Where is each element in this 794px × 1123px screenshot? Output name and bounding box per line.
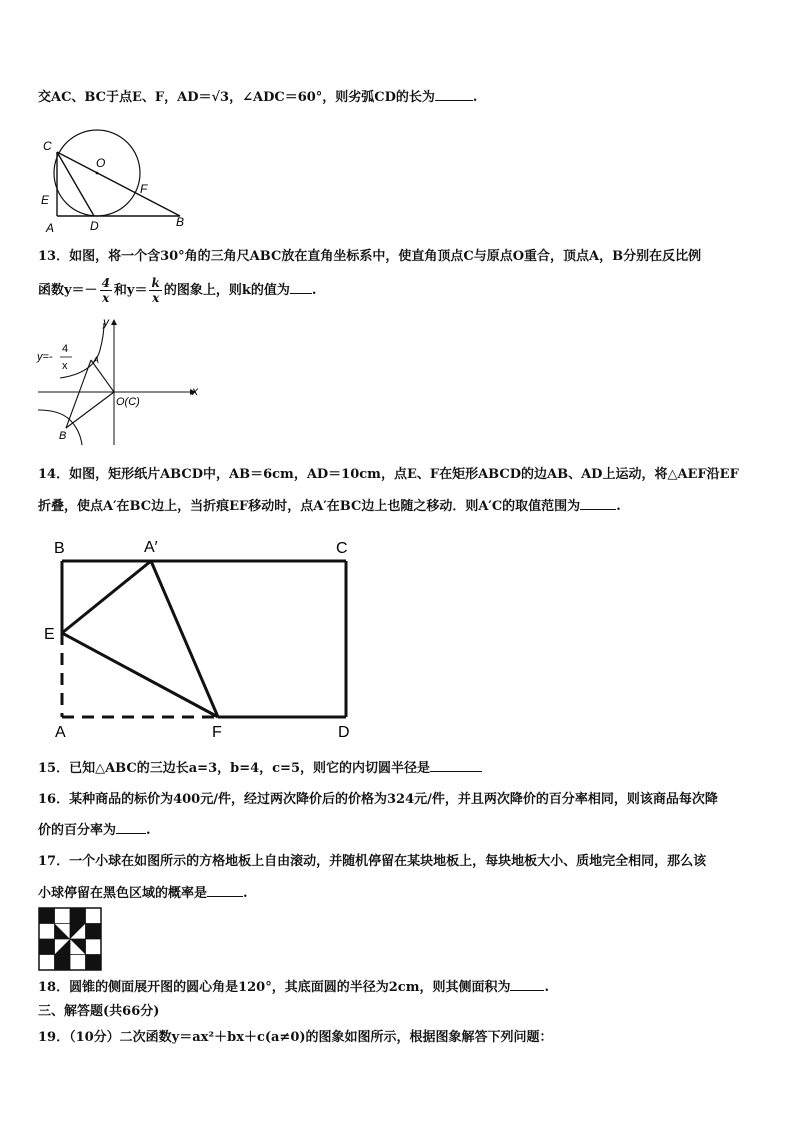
label-a: A bbox=[46, 221, 55, 235]
label-e: E bbox=[44, 626, 55, 643]
fraction-k-over-x: $\frac{k}{x}$ bbox=[151, 276, 160, 305]
label-a-prime: A′ bbox=[144, 539, 158, 556]
q13-line1: 13．如图，将一个含30°角的三角尺ABC放在直角坐标系中，使直角顶点C与原点O重合，顶点A，B分别在反比例 bbox=[38, 249, 702, 264]
func-num: 4 bbox=[62, 343, 69, 355]
label-d: D bbox=[90, 219, 99, 233]
func-den: x bbox=[62, 360, 68, 372]
crease-ef bbox=[62, 633, 218, 717]
fraction-neg4-over-x: $\frac{4}{x}$ bbox=[101, 276, 110, 305]
answer-blank bbox=[207, 884, 243, 897]
label-b: B bbox=[54, 540, 65, 557]
tile-black bbox=[39, 939, 55, 955]
y-axis-arrow bbox=[111, 319, 117, 325]
tile-black bbox=[70, 908, 86, 924]
label-y: y bbox=[103, 315, 109, 329]
q14-line1: 14．如图，矩形纸片ABCD中，AB＝6cm，AD＝10cm，点E、F在矩形ABCD的边AB、AD上运动，将△AEF沿EF bbox=[38, 467, 739, 482]
label-d: D bbox=[338, 724, 350, 741]
figure-17-tile-floor bbox=[38, 907, 102, 971]
segment-a-prime-f bbox=[151, 561, 218, 717]
q18-text: 18．圆锥的侧面展开图的圆心角是120°，其底面圆的半径为2cm，则其侧面积为 . bbox=[38, 980, 549, 995]
answer-blank bbox=[435, 88, 473, 101]
q15-text: 15．已知△ABC的三边长a=3，b=4，c=5，则它的内切圆半径是 bbox=[38, 759, 482, 778]
label-e: E bbox=[41, 193, 50, 207]
tile-black bbox=[39, 908, 55, 924]
tile-black bbox=[86, 955, 102, 971]
q17-line1: 17．一个小球在如图所示的方格地板上自由滚动，并随机停留在某块地板上，每块地板大小、质地完全相同，那么该 bbox=[38, 854, 707, 869]
func-label: y=- bbox=[37, 351, 53, 363]
label-o: O bbox=[96, 156, 106, 170]
segment-ea-prime bbox=[62, 561, 151, 633]
label-c: C bbox=[43, 139, 52, 153]
label-x: x bbox=[192, 384, 198, 398]
q13-line2: 函数y＝－ $\frac{4}{x}$ 和y＝ $\frac{k}{x}$ 的图象上，则k的值为 . bbox=[38, 276, 317, 305]
q19-text: 19．（10分）二次函数y＝ax²＋bx＋c(a≠0)的图象如图所示，根据图象解答下列问题： bbox=[38, 1030, 553, 1045]
answer-blank bbox=[580, 497, 616, 510]
figure-12-circle bbox=[30, 120, 200, 235]
answer-blank bbox=[510, 978, 544, 991]
tile-black bbox=[55, 955, 71, 971]
label-f: F bbox=[140, 182, 148, 196]
q14-line2: 折叠，使点A′在BC边上，当折痕EF移动时，点A′在BC边上也随之移动．则A′C的取值范围为 . bbox=[38, 499, 621, 514]
q17-line2: 小球停留在黑色区域的概率是 . bbox=[38, 886, 248, 901]
figure-14-rectangle bbox=[40, 535, 370, 745]
q12-text: 交AC、BC于点E、F，AD＝√3，∠ADC＝60°，则劣弧CD的长为 . bbox=[38, 90, 478, 105]
segment-ab bbox=[66, 360, 91, 428]
tile-black bbox=[86, 924, 102, 940]
answer-blank bbox=[116, 821, 146, 834]
label-c: C bbox=[336, 540, 348, 557]
label-a: A bbox=[93, 355, 100, 365]
label-b: B bbox=[59, 430, 67, 442]
label-a: A bbox=[55, 724, 66, 741]
q12-body: 交AC、BC于点E、F，AD＝√3，∠ADC＝60°，则劣弧CD的长为 bbox=[38, 90, 435, 105]
label-f: F bbox=[212, 724, 222, 741]
label-origin: O(C) bbox=[116, 396, 140, 408]
center-point bbox=[96, 172, 99, 175]
label-b: B bbox=[176, 215, 185, 229]
section-heading: 三、解答题(共66分) bbox=[38, 1004, 160, 1019]
q16-line1: 16．某种商品的标价为400元/件，经过两次降价后的价格为324元/件，并且两次降价的百分率相同，则该商品每次降 bbox=[38, 792, 718, 807]
figure-13-coordinate bbox=[30, 315, 210, 450]
q16-line2: 价的百分率为 . bbox=[38, 823, 151, 838]
answer-blank bbox=[290, 281, 312, 294]
answer-blank bbox=[430, 759, 482, 772]
